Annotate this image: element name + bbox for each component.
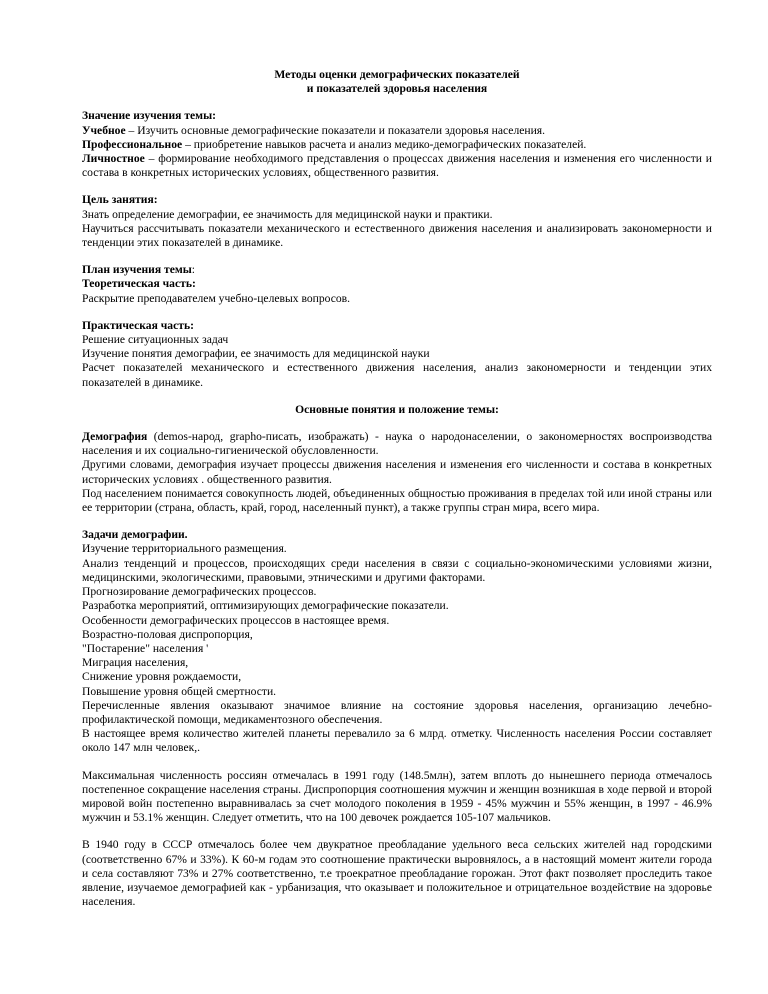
tasks-item: Разработка мероприятий, оптимизирующих демографические показатели.	[82, 599, 449, 613]
title-line-2: и показателей здоровья населения	[306, 82, 488, 96]
practice-item: Изучение понятия демографии, ее значимость для медицинской науки	[82, 347, 430, 361]
tasks-heading: Задачи демографии.	[82, 528, 188, 542]
document-title	[82, 68, 712, 96]
tasks-item: Изучение территориального размещения.	[82, 542, 287, 556]
importance-professional	[82, 138, 712, 152]
importance-personal	[82, 152, 712, 180]
tasks-section	[82, 528, 712, 755]
population-max-paragraph: Максимальная численность россиян отмечалась в 1991 году (148.5млн), затем вплоть до нынешнего периода отмечалось постепенное сокращение населения страны. Диспропорция соотношения мужчин и женщин возникшая в ходе первой и второй мировой войн постепенно выравнивалась за счет молодого поколения в 1959 - 45% мужчин и 55% женщин, в 1997 - 46.9% мужчин и 53.1% женщин. Следует отметить, что на 100 девочек рождается 105-107 мальчиков.	[82, 768, 712, 825]
concepts-heading: Основные понятия и положение темы:	[295, 402, 499, 416]
plan-heading: План изучения темы	[82, 263, 192, 277]
goal-line-2: Научиться рассчитывать показатели механического и естественного движения населения и анализировать закономерности и тенденции этих показателей в динамике.	[82, 221, 712, 250]
educational-text: – Изучить основные демографические показатели и показатели здоровья населения.	[125, 123, 546, 137]
importance-educational	[82, 124, 712, 138]
tasks-item: Миграция населения,	[82, 656, 189, 670]
plan-heading-line	[82, 263, 712, 277]
tasks-item: Анализ тенденций и процессов, происходящих среди населения в связи с социально-экономическими условиями жизни, медицинскими, экологическими, правовыми, этническими и другими факторами.	[82, 556, 712, 584]
practice-section	[82, 319, 712, 390]
concepts-section	[82, 430, 712, 515]
professional-label: Профессиональное	[82, 137, 183, 151]
tasks-item: В настоящее время количество жителей планеты перевалило за 6 млрд. отметку. Численность населения России составляет около 147 млн человек,.	[82, 727, 712, 755]
tasks-item: Повышение уровня общей смертности.	[82, 684, 277, 698]
professional-text: – приобретение навыков расчета и анализ медико-демографических показателей.	[182, 137, 587, 151]
plan-heading-colon: :	[191, 263, 196, 277]
urbanization-section	[82, 838, 712, 909]
goal-section	[82, 193, 712, 250]
importance-heading: Значение изучения темы:	[82, 109, 216, 123]
theory-text: Раскрытие преподавателем учебно-целевых вопросов.	[82, 291, 351, 305]
importance-section	[82, 109, 712, 180]
plan-section	[82, 263, 712, 306]
tasks-item: Снижение уровня рождаемости,	[82, 670, 242, 684]
theory-heading: Теоретическая часть:	[82, 277, 196, 291]
tasks-item: Прогнозирование демографических процессов.	[82, 585, 317, 599]
personal-label: Личностное	[82, 152, 145, 166]
educational-label: Учебное	[82, 123, 126, 137]
urbanization-paragraph: В 1940 году в СССР отмечалось более чем двукратное преобладание удельного веса сельских жителей над городскими (соответственно 67% и 33%). К 60-м годам это соотношение практически выровнялось, а в настоящий момент жители города и села составляют 73% и 27% соответственно, т.е троекратное преобладание горожан. Этот факт позволяет проследить такое явление, изучаемое демографией как - урбанизация, что оказывает и положительное и отрицательное воздействие на здоровье населения.	[82, 838, 712, 909]
population-max-section	[82, 769, 712, 826]
demography-definition	[82, 430, 712, 458]
goal-line-1: Знать определение демографии, ее значимость для медицинской науки и практики.	[82, 207, 493, 221]
demography-def-text: (demos-народ, grapho-писать, изображать) - наука о народонаселении, о закономерностях воспроизводства населения и их социально-гигиенической обусловленности.	[82, 430, 712, 458]
goal-heading: Цель занятия:	[82, 193, 158, 207]
concepts-paragraph-2: Другими словами, демография изучает процессы движения населения и изменения его численности и состава в конкретных исторических условиях . общественного развития.	[82, 458, 712, 486]
practice-item: Расчет показателей механического и естественного движения населения, анализ закономерности и тенденции этих показателей в динамике.	[82, 361, 712, 389]
title-line-1: Методы оценки демографических показателей	[274, 68, 520, 81]
practice-heading: Практическая часть:	[82, 318, 194, 332]
tasks-item: Особенности демографических процессов в настоящее время.	[82, 613, 390, 627]
tasks-item: Перечисленные явления оказывают значимое влияние на состояние здоровья населения, организацию лечебно-профилактической помощи, медикаментозного обеспечения.	[82, 698, 712, 726]
concepts-paragraph-3: Под населением понимается совокупность людей, объединенных общностью проживания в пределах той или иной страны или ее территории (страна, область, край, город, населенный пункт), а также группы стран мира, всего мира.	[82, 486, 712, 515]
demography-term: Демография	[82, 430, 148, 444]
practice-item: Решение ситуационных задач	[82, 333, 229, 347]
tasks-item: "Постарение" населения '	[82, 641, 209, 655]
tasks-item: Возрастно-половая диспропорция,	[82, 627, 253, 641]
personal-text: – формирование необходимого представления о процессах движения населения и изменения его численности и состава в конкретных исторических условиях, общественного развития.	[82, 152, 712, 180]
